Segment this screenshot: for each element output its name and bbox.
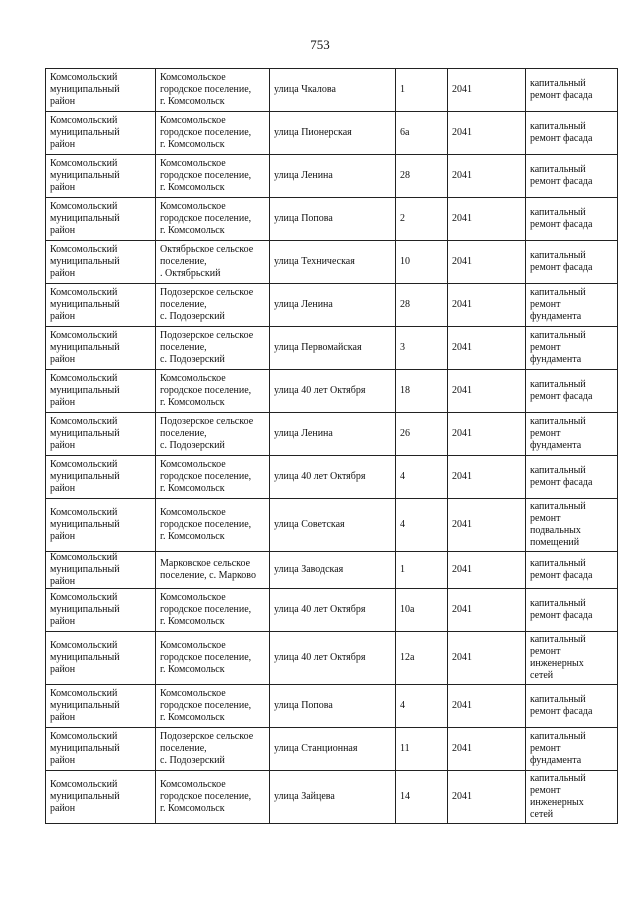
district-cell: Комсомольский муниципальный район	[46, 499, 156, 552]
house-number-cell: 12а	[396, 632, 448, 685]
district-cell: Комсомольский муниципальный район	[46, 771, 156, 824]
settlement-cell: Комсомольское городское поселение, г. Комсомольск	[156, 112, 270, 155]
district-cell: Комсомольский муниципальный район	[46, 112, 156, 155]
table-row	[46, 198, 618, 241]
street-cell: улица Ленина	[270, 284, 396, 327]
street-cell: улица Попова	[270, 685, 396, 728]
street-cell: улица Станционная	[270, 728, 396, 771]
table-row	[46, 552, 618, 589]
settlement-cell: Комсомольское городское поселение, г. Комсомольск	[156, 456, 270, 499]
year-cell: 2041	[448, 112, 526, 155]
work-type-cell: капитальный ремонт фундамента	[526, 327, 618, 370]
work-type-cell: капитальный ремонт фундамента	[526, 413, 618, 456]
year-cell: 2041	[448, 456, 526, 499]
settlement-cell: Комсомольское городское поселение, г. Комсомольск	[156, 155, 270, 198]
district-cell: Комсомольский муниципальный район	[46, 685, 156, 728]
year-cell: 2041	[448, 155, 526, 198]
settlement-cell: Комсомольское городское поселение, г. Комсомольск	[156, 632, 270, 685]
district-cell: Комсомольский муниципальный район	[46, 552, 156, 589]
house-number-cell: 14	[396, 771, 448, 824]
house-number-cell: 10	[396, 241, 448, 284]
year-cell: 2041	[448, 771, 526, 824]
house-number-cell: 6а	[396, 112, 448, 155]
street-cell: улица Чкалова	[270, 69, 396, 112]
district-cell: Комсомольский муниципальный район	[46, 413, 156, 456]
house-number-cell: 10а	[396, 589, 448, 632]
year-cell: 2041	[448, 370, 526, 413]
settlement-cell: Октябрьское сельское поселение, . Октябрьский	[156, 241, 270, 284]
year-cell: 2041	[448, 685, 526, 728]
district-cell: Комсомольский муниципальный район	[46, 370, 156, 413]
work-type-cell: капитальный ремонт фасада	[526, 112, 618, 155]
work-type-cell: капитальный ремонт фасада	[526, 241, 618, 284]
settlement-cell: Комсомольское городское поселение, г. Комсомольск	[156, 499, 270, 552]
work-type-cell: капитальный ремонт фасада	[526, 552, 618, 589]
street-cell: улица 40 лет Октября	[270, 370, 396, 413]
work-type-cell: капитальный ремонт инженерных сетей	[526, 632, 618, 685]
street-cell: улица Ленина	[270, 155, 396, 198]
table-body	[46, 69, 618, 824]
district-cell: Комсомольский муниципальный район	[46, 241, 156, 284]
house-number-cell: 28	[396, 284, 448, 327]
district-cell: Комсомольский муниципальный район	[46, 456, 156, 499]
year-cell: 2041	[448, 413, 526, 456]
table-row	[46, 241, 618, 284]
work-type-cell: капитальный ремонт фасада	[526, 370, 618, 413]
house-number-cell: 2	[396, 198, 448, 241]
table-row	[46, 413, 618, 456]
house-number-cell: 3	[396, 327, 448, 370]
work-type-cell: капитальный ремонт фасада	[526, 198, 618, 241]
year-cell: 2041	[448, 499, 526, 552]
page-number: 753	[310, 37, 330, 52]
settlement-cell: Подозерское сельское поселение, с. Подозерский	[156, 728, 270, 771]
table-row	[46, 370, 618, 413]
table-row	[46, 284, 618, 327]
table-row	[46, 728, 618, 771]
table-row	[46, 589, 618, 632]
house-number-cell: 1	[396, 552, 448, 589]
settlement-cell: Комсомольское городское поселение, г. Комсомольск	[156, 589, 270, 632]
street-cell: улица 40 лет Октября	[270, 456, 396, 499]
table-row	[46, 155, 618, 198]
street-cell: улица Попова	[270, 198, 396, 241]
house-number-cell: 28	[396, 155, 448, 198]
settlement-cell: Комсомольское городское поселение, г. Комсомольск	[156, 69, 270, 112]
table-row	[46, 112, 618, 155]
street-cell: улица Пионерская	[270, 112, 396, 155]
table-row	[46, 632, 618, 685]
table-row	[46, 456, 618, 499]
district-cell: Комсомольский муниципальный район	[46, 728, 156, 771]
district-cell: Комсомольский муниципальный район	[46, 198, 156, 241]
house-number-cell: 26	[396, 413, 448, 456]
repair-schedule-table	[45, 68, 618, 824]
table-row	[46, 685, 618, 728]
house-number-cell: 11	[396, 728, 448, 771]
street-cell: улица Техническая	[270, 241, 396, 284]
work-type-cell: капитальный ремонт инженерных сетей	[526, 771, 618, 824]
district-cell: Комсомольский муниципальный район	[46, 155, 156, 198]
street-cell: улица Ленина	[270, 413, 396, 456]
street-cell: улица 40 лет Октября	[270, 632, 396, 685]
work-type-cell: капитальный ремонт фасада	[526, 589, 618, 632]
street-cell: улица Советская	[270, 499, 396, 552]
work-type-cell: капитальный ремонт подвальных помещений	[526, 499, 618, 552]
work-type-cell: капитальный ремонт фасада	[526, 456, 618, 499]
house-number-cell: 4	[396, 685, 448, 728]
year-cell: 2041	[448, 327, 526, 370]
house-number-cell: 18	[396, 370, 448, 413]
settlement-cell: Комсомольское городское поселение, г. Комсомольск	[156, 685, 270, 728]
district-cell: Комсомольский муниципальный район	[46, 284, 156, 327]
district-cell: Комсомольский муниципальный район	[46, 589, 156, 632]
street-cell: улица 40 лет Октября	[270, 589, 396, 632]
year-cell: 2041	[448, 728, 526, 771]
work-type-cell: капитальный ремонт фасада	[526, 155, 618, 198]
work-type-cell: капитальный ремонт фундамента	[526, 728, 618, 771]
year-cell: 2041	[448, 552, 526, 589]
year-cell: 2041	[448, 589, 526, 632]
district-cell: Комсомольский муниципальный район	[46, 632, 156, 685]
settlement-cell: Подозерское сельское поселение, с. Подозерский	[156, 413, 270, 456]
street-cell: улица Зайцева	[270, 771, 396, 824]
work-type-cell: капитальный ремонт фундамента	[526, 284, 618, 327]
work-type-cell: капитальный ремонт фасада	[526, 69, 618, 112]
district-cell: Комсомольский муниципальный район	[46, 69, 156, 112]
settlement-cell: Комсомольское городское поселение, г. Комсомольск	[156, 198, 270, 241]
settlement-cell: Комсомольское городское поселение, г. Комсомольск	[156, 771, 270, 824]
house-number-cell: 4	[396, 499, 448, 552]
settlement-cell: Марковское сельское поселение, с. Марково	[156, 552, 270, 589]
district-cell: Комсомольский муниципальный район	[46, 327, 156, 370]
year-cell: 2041	[448, 241, 526, 284]
year-cell: 2041	[448, 69, 526, 112]
settlement-cell: Комсомольское городское поселение, г. Комсомольск	[156, 370, 270, 413]
street-cell: улица Первомайская	[270, 327, 396, 370]
settlement-cell: Подозерское сельское поселение, с. Подозерский	[156, 284, 270, 327]
table-row	[46, 327, 618, 370]
house-number-cell: 4	[396, 456, 448, 499]
table-row	[46, 771, 618, 824]
year-cell: 2041	[448, 632, 526, 685]
year-cell: 2041	[448, 198, 526, 241]
settlement-cell: Подозерское сельское поселение, с. Подозерский	[156, 327, 270, 370]
year-cell: 2041	[448, 284, 526, 327]
table-row	[46, 69, 618, 112]
street-cell: улица Заводская	[270, 552, 396, 589]
table-row	[46, 499, 618, 552]
work-type-cell: капитальный ремонт фасада	[526, 685, 618, 728]
house-number-cell: 1	[396, 69, 448, 112]
